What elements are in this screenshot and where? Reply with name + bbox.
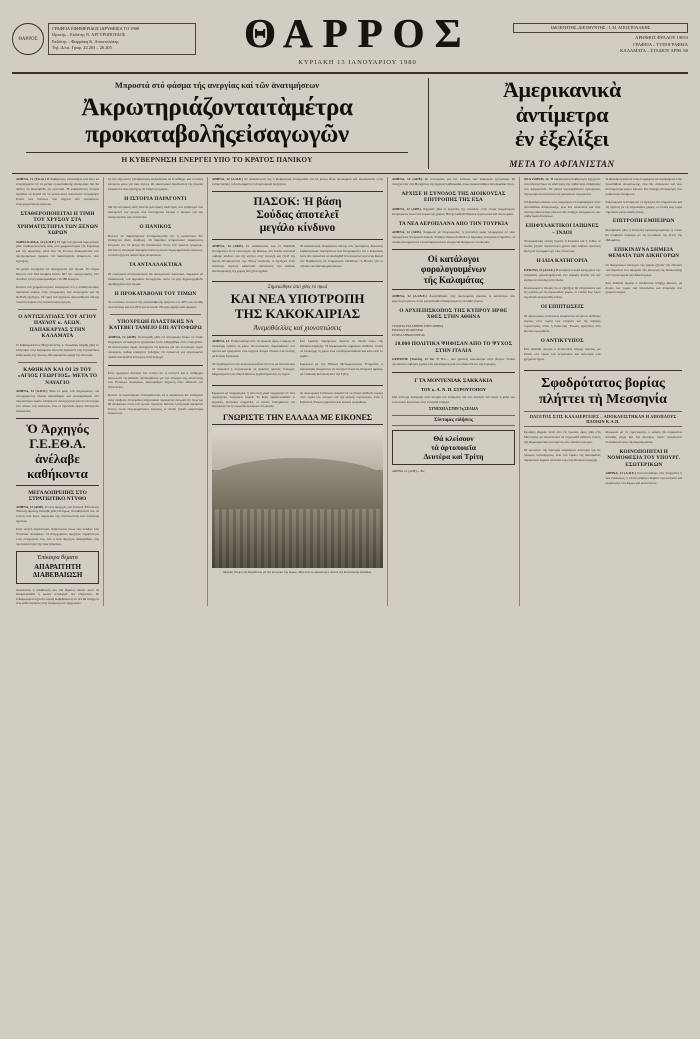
topical-box bbox=[16, 551, 99, 584]
col1-story-3 bbox=[16, 389, 99, 414]
photo-feature-title: ΓΝΩΡΙΣΤΕ ΤΗΝ ΕΛΛΑΔΑ ΜΕ ΕΙΚΟΝΕΣ bbox=[212, 413, 383, 425]
weather-text-2: Τά προβλήματα στήν κυκλοφορία ἦταν ἔντονα, μέ ἀποτέλεσμα νά διακοπεῖ ἡ συγκοινωνία σέ ἀρκετές ὀρεινές περιοχές. Μηχανήματα τοῦ ὁδικοῦ δικτύου ἐργάστηκαν ὅλη τή νύχτα. bbox=[212, 361, 295, 376]
col2-lead bbox=[108, 177, 203, 192]
masthead-center bbox=[202, 9, 513, 66]
pasok-headline-line2: Σούδας ἀποτελεῖ bbox=[256, 208, 339, 221]
weather-kicker: Σημειώθηκε ἀπό χθές τό πρωΐ bbox=[267, 285, 328, 291]
secondary-headline-line2: ἀντίμετρα bbox=[515, 101, 609, 127]
address-line: ΚΑΛΑΜΑΤΑ – ΣΤΑΔΙΟΥ ΑΡΙΘ. 60 bbox=[620, 48, 688, 54]
col4-subhead-1: ΑΡΧΙΣΕ Η ΣΥΝΟΔΟΣ ΤΗΣ ΔΙΟΙΚΟΥΣΑΣ ΕΠΙΤΡΟΠΗΣ ΤΗΣ ΕΣΑ bbox=[401, 190, 506, 204]
sakkakia-subhead-2: ΤΟΥ κ. Α. Ν. Π. ΣΤΡΟΥΤΟΠΟΥ bbox=[420, 387, 487, 393]
masthead-left-line: Ιδρυτής – Εκδότης Ν. ΑΡΓΥΡΟΠΟΥΛΟΣ bbox=[52, 32, 126, 38]
col5-s7: Συνεδρίασε χθές ἡ ἐπιτροπή ἐμπειρογνωμόνων, ἡ ὁποία θά ὑποβάλει πόρισμα μέ τίς προτάσεις της ἐντός τῆς ἑβδομάδος. bbox=[605, 227, 682, 242]
col4-s5 bbox=[392, 357, 515, 367]
col5-left bbox=[524, 177, 601, 365]
messinia-headline bbox=[524, 376, 682, 408]
lead-headline-line2: προκαταβολῆςεἰσαγωγῶν bbox=[85, 121, 349, 148]
col1-subhead-2: Ο ΑΝΤΙΣΕΛΤΙΔΕΣ ΤΟΥ ΑΓΙΟΥ ΠΑΥΛΟΥ κ. ΛΕΩΝ. ΠΑΠΑΚΑΡΥΑΣ ΣΤΗΝ ΚΑΛΑΜΑΤΑ bbox=[18, 313, 97, 340]
col4-small-1: ΤΡΙΑΝΤΑ ΣΥΛΛΗΨΕΙΣ ΣΤΗΝ ΑΘΗΝΑ bbox=[392, 323, 444, 328]
dateline: ΑΘΗΝΑ, 12 (Α.Π.Ε.) bbox=[212, 176, 243, 181]
publisher-box: ΙΔΙΟΚΤΗΤΗΣ–ΔΙΕΥΘΥΝΤΗΣ : Ι. Μ. ΑΠΟΣΤΟΛΑΚΗΣ bbox=[513, 23, 688, 33]
weather-subhead: Ἀνεμοθύελλες καί χιονοπτώσεις bbox=[253, 324, 342, 333]
divider bbox=[18, 309, 97, 310]
messinia-col-left bbox=[524, 430, 601, 489]
top-headline-band bbox=[12, 74, 688, 174]
col4-s1 bbox=[392, 177, 515, 187]
dateline: ΑΘΗΝΑ, 12. bbox=[212, 339, 230, 344]
pasok-col-right bbox=[300, 244, 383, 277]
dateline: ΟΡΙΤΣΙΝΕ (Ἰταλία), 12 Ἰα. bbox=[392, 357, 435, 362]
photo-hill bbox=[212, 458, 383, 514]
col1-story-1 bbox=[16, 240, 99, 305]
pasok-text-left: Σέ ἀνακοίνωσή του τό ΠΑΣΟΚ ἐπισημαίνει ὅτι ἡ λειτουργία τῆς βάσεως στή Σούδα ἀποτελεῖ σοβαρό κίνδυνο γιά τήν εἰρήνη στήν περιοχή καί ζητεῖ τήν ἄμεση ἀπομάκρυνσή της. Ὅπως τονίζεται, οἱ ἐξελίξεις στήν εὐρύτερη περιοχή καθιστοῦν ἐπιτακτική τήν ἀνάγκη ἀποδέσμευσης τῆς χώρας ἀπό ξένα σχέδια. bbox=[212, 244, 295, 274]
newspaper-title: ΘΑΡΡΟΣ bbox=[243, 9, 472, 56]
bakeries-text: ΑΘΗΝΑ 12. (ΑΠΕ).—Εἰς bbox=[392, 469, 425, 474]
pasok-headline bbox=[212, 191, 383, 241]
col2-subhead-1: Η ΙΣΤΟΡΙΑ ΠΑΡΑΓΟΝΤΙ bbox=[124, 195, 187, 202]
col5-s4: Κυκλοφορεῖ ἡ ἄποψη ὅτι οἱ ἐξελίξεις θά ἐπηρεάσουν καί τίς σχέσεις μέ τίς εὐρωπαϊκές χῶρες, οἱ ὁποῖες ἕως τώρα τηροῦσαν μετριοπαθῆ στάση. bbox=[524, 285, 601, 300]
masthead bbox=[12, 10, 688, 74]
col5-s2: Ἐπιφυλακτική στάση τηροῦν ἡ Ἰαπωνία καί ἡ Ἰνδία, οἱ ὁποῖες ζητοῦν περισσότερο χρόνο πρίν λάβουν ὁριστική θέση γιά τή συμμετοχή τους στά μέτρα. bbox=[524, 239, 601, 254]
issue-number: ΑΡΙΘΜΟΣ ΦΥΛΛΟΥ 19033 bbox=[635, 34, 688, 40]
dateline: ΑΘΗΝΑ, 12 (ΑΠΕ). bbox=[392, 176, 423, 181]
lead-headline-line1: Ἀκρωτηριάζονταιτὰμέτρα bbox=[81, 94, 353, 121]
feature-photo bbox=[212, 428, 383, 568]
masthead-left-line: Εκδότης – Φαρμάκη Κ. Αποστολάκης bbox=[52, 38, 119, 44]
dateline: ΑΘΗΝΑ, 12 (ΑΠΕ). bbox=[16, 504, 44, 509]
issue-date: ΚΥΡΙΑΚΗ 13 ΙΑΝΟΥΑΡΙΟΥ 1980 bbox=[298, 58, 417, 66]
col2-p5-wrap bbox=[108, 335, 203, 360]
bakeries-line2: τά ἀρτοποιεῖα bbox=[431, 443, 476, 453]
photo-foreground bbox=[212, 509, 383, 568]
newspaper-seal-icon bbox=[12, 23, 44, 55]
photo-caption: Μερική ἄποψη τῆς Καρδίτσας μέ τόν κεντρικό της δρόμο. Μία ἀπό τίς ὡραιότερες πόλεις τῆς θεσσαλικῆς πεδιάδος. bbox=[223, 569, 372, 574]
col1-p5: Ὅλα τά μέλη τοῦ πληρώματος τοῦ ναυαγήσαντος πλοίου διασώθηκαν καί μεταφέρθηκαν στό πλησιέστερο λιμάνι. Οἱ ἔρευνες συνεχίζονται γιά τόν ἐντοπισμό τῶν αἰτίων τοῦ ναυαγίου, ἐνῶ οἱ λιμενικές ἀρχές διενεργοῦν ἀνακρίσεις. bbox=[16, 389, 100, 413]
dateline: ΑΘΗΝΑ, 12 (Α.Π.Ε.) bbox=[605, 471, 637, 476]
weather-headline-line2: ΤΗΣ ΚΑΚΟΚΑΙΡΙΑΣ bbox=[234, 305, 361, 321]
messinia-col-right bbox=[606, 430, 683, 489]
dateline: ΑΘΗΝΑ, 12 (ΑΠΕ). bbox=[108, 334, 137, 339]
bakeries-box-title bbox=[396, 434, 511, 461]
topical-box-text: Ἀναμένεται ἡ διευθέτηση καί τοῦ θέματος αὐτοῦ, ὥστε νά ἀποκατασταθεῖ ἡ ὁμαλή λειτουργία τῶν ὑπηρεσιῶν. Οἱ ἐνδιαφερόμενοι ζητοῦν σαφεῖς διαβεβαιώσεις ὅτι δέν θά ὑπάρξουν νέες καθυστερήσεις στήν ἐφαρμογή τῶν ἐξαγγελιῶν. bbox=[16, 587, 99, 606]
col2-p2: Πολλοί τά παρατήρησαν ἐπισημαίνοντας ὅτι ἡ κατάσταση δέν ἐπιδέχεται ἄλλη ἀναβολή. Οἱ ἁρμόδιοι ὑπηρεσιακοί παράγοντες ἐκτιμοῦν ὅτι τά μέτρα θά ἀποδώσουν ἐντός τοῦ πρώτου τριμήνου. Ὡστόσο ἡ ἀνησυχία παραμένει ἔντονη στούς ἐπιχειρηματικούς κύκλους, οἱ ὁποῖοι ζητοῦν σαφέστερες δεσμεύσεις. bbox=[108, 233, 203, 258]
col5-s8: Οἱ δικηγορικοί σύλλογοι τῆς χώρας ζητοῦν τήν ἐπίλυση τῶν θεμάτων πού ἀφοροῦν τήν ἀπονομή τῆς δικαιοσύνης καί τή λειτουργία τῶν δικαστηρίων. bbox=[605, 262, 682, 277]
chief-headline-text bbox=[16, 422, 99, 482]
offices-line: ΓΡΑΦΕΙΑ – ΤΥΠΟΓΡΑΦΕΙΑ bbox=[633, 41, 688, 47]
dateline: ΠΕΚΙΝΟ, 12 (Α.Π.Ε.) bbox=[524, 267, 555, 272]
col2-subhead-5: ΥΠΟΧΡΕΩΗ ΠΛΑΣΤΙΚΗΣ ΝΑ ΚΑΤΕΒΕΙ ΤΑΜΕΙΟ ΕΠΙ ΑΥΤΟΦΩΡΩ bbox=[109, 318, 202, 332]
col5-right-2: Κυκλοφορεῖ ἡ ἄποψη ὅτι οἱ ἐξελίξεις θά ἐπηρεάσουν καί τίς σχέσεις μέ τίς εὐρωπαϊκές χῶρες, οἱ ὁποῖες ἕως τώρα τηροῦσαν μετριοπαθῆ στάση. bbox=[605, 199, 682, 214]
chief-of-staff-headline bbox=[16, 418, 99, 486]
col5-subhead-1: ΕΠΙΦΥΛΑΚΤΙΚΟΙ ΙΑΠΩΝΕΣ – ΙΝΔΟΙ bbox=[525, 223, 599, 236]
col2-p5: Συνελήφθη χθές ἐπ' αὐτοφώρῳ ἄτομο τό ὁποῖο ἐπιχείρησε νά ἀφαιρέσει χρηματικό ποσό. Ὁδηγήθηκε στόν εἰσαγγελέα. Οἱ ἀστυνομικές ἀρχές συνεχίζουν τίς ἔρευνες γιά τόν ἐντοπισμό τυχόν συνεργῶν, καθώς ὑπάρχουν ἐνδείξεις ὅτι πρόκειται γιά ὀργανωμένη ὁμάδα πού δροῦσε ἐπί μῆνες στήν περιοχή. bbox=[108, 334, 204, 359]
pasok-headline-line3: μεγάλο κίνδυνο bbox=[259, 222, 336, 235]
weather-body bbox=[212, 339, 383, 380]
col4-s2-text: Ἄρχισαν χθές οἱ ἐργασίες τῆς συνόδου, στήν ὁποία συμμετέχουν ἐκπρόσωποι ὅλων τῶν νομῶν τῆς χώρας. Θά ἐξετασθοῦν θέματα ὀργανωτικά καί οἰκονομικά. bbox=[392, 206, 515, 216]
messinia-headline-line1: Σφοδρότατος βορίας bbox=[541, 375, 665, 391]
column-4 bbox=[388, 177, 520, 606]
col1-subhead-3: ΚΑΘΗΚΑΝ ΚΑΙ ΟΙ 29 ΤΟΥ «ΑΓΙΟΣ ΓΕΩΡΓΙΟΣ» ΜΕΤΑ ΤΟ ΝΑΥΑΓΙΟ bbox=[17, 366, 98, 386]
weather-text-3: Στά λιμάνια παρέμειναν δεμένα τά πλοῖα λόγω τῆς θαλασσοταραχῆς. Ἡ θερμοκρασία σημείωσε αἰσθητή πτώση σέ ὁλόκληρη τή χώρα, ἐνῶ στά βόρεια ἔφθασε καί κάτω ἀπό τό μηδέν. bbox=[300, 339, 383, 358]
column-2 bbox=[104, 177, 208, 606]
col5-s6: Στίς διεθνεῖς ἀγορές ὁ ἀντίκτυπος ὑπῆρξε ἄμεσος, μέ ἄνοδο τῶν τιμῶν τοῦ πετρελαίου καί ἀνησυχία στά χρηματιστήρια. bbox=[524, 347, 601, 361]
col2-p4: Τό συνολικό ποσοστό τῆς προκαταβολῆς ὁρίζεται στό 40% γιά τά εἴδη πολυτελείας καί στό 20% γιά τά λοιπά. Ἡ ἰσχύς ἀρχίζει ἀπό σήμερα. bbox=[108, 300, 203, 309]
col2-p2-wrap bbox=[108, 234, 203, 259]
dateline: ΑΘΗΝΑ, 12 (ΑΠΕ). bbox=[392, 230, 422, 235]
masthead-right-lines bbox=[620, 35, 688, 56]
col1-lead-text: Η Κυβέρνηση έπαναφέρει καί πάλι κό επιχειρήματα ότι τά μέτρα προκαταβολῆς εἰσαγωγῶν δέν θά πρέπει νά θεωρηθοῦν ὡς ὁριστικά. Ἡ κυβερνητική πλευρά ἀρνεῖται νά δεχθεῖ ὅτι τά μέτρα αὐτά ἀποτελοῦν ὑποχώρηση ἔναντι τῶν πιέσεων πού δέχεται ἀπό ὁρισμένους ἐπιχειρηματικούς κύκλους. bbox=[16, 176, 99, 206]
col4-small-2: ΕΠΑΝΑ ΣΤΟ ΔΟΥΛΕΙΟ bbox=[392, 328, 424, 333]
col4-s2 bbox=[392, 207, 515, 217]
topical-box-kicker: Ἐπίκαιρα θέματα bbox=[37, 555, 78, 561]
dateline: ΑΘΗΝΑ, 12 (Α.Π.Ε.) bbox=[16, 389, 48, 394]
secondary-headline-line3: ἐν ἐξελίξει bbox=[515, 126, 609, 152]
col5-subhead-2: Η ΙΔΙΑ ΚΑΤΗΓΟΡΙΑ bbox=[536, 258, 588, 265]
col5-s3: Ἡ κινεζική πλευρά κατήγγειλε τήν ἐπέμβαση, χαρακτηρίζοντάς την σοβαρή ἀπειλή γιά τήν εἰρήνη σέ ὁλόκληρη τήν Ἀσία. bbox=[524, 267, 601, 282]
interior-ministry-subhead: ΚΟΙΝΟΠΟΙΗΤΑΙ Η ΝΟΜΟΘΕΣΙΑ ΤΟΥ ΥΠΟΥΡΓ. ΕΣΩΤΕΡΙΚΩΝ bbox=[607, 448, 681, 468]
chief-extra-text: Πολλοί τά παρατήρησαν ἐπισημαίνοντας ὅτι ἡ κατάσταση δέν ἐπιδέχεται ἄλλη ἀναβολή. Οἱ ἁρμόδιοι ὑπηρεσιακοί παράγοντες ἐκτιμοῦν ὅτι τά μέτρα θά ἀποδώσουν ἐντός τοῦ πρώτου τριμήνου. Ὡστόσο ἡ ἀνησυχία παραμένει ἔντονη στούς ἐπιχειρηματικούς κύκλους, οἱ ὁποῖοι ζητοῦν σαφέστερες δεσμεύσεις. bbox=[108, 393, 203, 416]
chief-col2-text bbox=[108, 371, 203, 391]
col4-s4-text: Ἀναρτήθηκαν στίς οἰκονομικές ἐφορίες οἱ κατάλογοι τῶν φορολογουμένων, ὅπου μπορεῖ κάθε ἐνδιαφερόμενος νά λάβει γνώση. bbox=[392, 293, 515, 303]
messinia-text-2: Οἱ γεωπόνοι τῆς περιοχῆς ἐκφράζουν ἀνησυχία γιά τίς πρώιμες καλλιέργειες, ἐνῶ στό λιμάνι τῆς Καλαμάτας παρέμειναν δεμένα τά πλοῖα λόγω τῆς θαλασσοταραχῆς. bbox=[524, 447, 601, 462]
taxpayer-headline-line2: φορολογουμένων bbox=[420, 264, 487, 275]
sakkakia-text: Μιά σύντομη ἀναδρομή στήν ἱστορία τοῦ ἐνδύματος καί στίς ἀλλαγές πού ἔφερε ἡ μόδα τῶν τελευταίων δεκαετιῶν στήν ἑλληνική ἐπαρχία. bbox=[392, 395, 515, 404]
col4-subhead-2: ΤΑ ΝΕΑ ΑΕΡΟΠΛΑΝΑ ΑΠΟ ΤΗΝ ΤΟΥΡΚΙΑ bbox=[398, 220, 509, 227]
dateline: ΧΩΡΙΣ ΚΛΙΚΑ, 12 (Α.Π.Ε.) bbox=[16, 239, 57, 244]
dateline: ΑΘΗΝΑ, 12 (ΤΑ.Δι.) bbox=[16, 176, 46, 181]
sakkakia-subhead-1: Γ ΤΑ ΜΟΝΤΕΝΙΑΚ ΣΑΚΚΑΚΙΑ bbox=[414, 378, 493, 385]
col5-lead-2: Ὁ Πρόεδρος κάλεσε τούς συμμάχους νά συμπράξουν στήν προσπάθεια ἀπομόνωσης, ἐνῶ δέν ἀπέκλεισε καί νέα, αὐστηρότερα μέτρα ἐφόσον δέν ὑπάρξει ἀποχώρηση τῶν σοβιετικῶν δυνάμεων. bbox=[524, 199, 601, 219]
messinia-body bbox=[524, 430, 682, 489]
lead-kicker: Μπροστά στό φάσμα τής ανεργίας καί τῶν ἀνατιμήσεων bbox=[114, 80, 320, 90]
col2-subhead-2: Ο ΠΑΝΙΚΟΣ bbox=[139, 224, 172, 230]
masthead-left bbox=[12, 23, 202, 55]
col1-subhead-1: ΣΤΑΘΕΡΟΠΟΙΕΙΤΑΙ Η ΤΙΜΗ ΤΟΥ ΧΡΥΣΟΥ ΣΤΑ ΧΡΗΜΑΤΙΣΤΗΡΙΑ ΤΩΝ ΞΕΝΩΝ ΧΩΡΩΝ bbox=[16, 210, 99, 236]
col2-subhead-3: ΤΑ ΑΝΤΑΛΛΑΚΤΙΚΑ bbox=[128, 262, 183, 269]
interior-ministry-text: Κοινοποιήθηκε στίς ὑπηρεσίες ἡ νέα ἐγκύκλιος, ἡ ὁποία ρυθμίζει θέματα προσωπικοῦ καί ὀργάνωσης τῶν δήμων καί κοινοτήτων. bbox=[605, 471, 683, 486]
masthead-left-line: ΓΡΑΦΕΙΑ ΕΦΗΜΕΡΙΔΟΣ ΙΔΡΥΘΕΙΣΑ ΤΟ 1900 bbox=[52, 26, 140, 31]
brief-news-header: Σύντομες εἰδήσεις bbox=[392, 415, 515, 426]
col4-s1-text: Οἱ συνομιλίες γιά τήν ἐπίλυση τῶν ἐκκρεμῶν ζητημάτων θά συνεχιστοῦν στίς Βρυξέλλες τήν ἐρχόμενη ἑβδομάδα, ὅπως ἀνακοινώθηκε ἀπό ἁρμόδια πηγή. bbox=[392, 176, 515, 186]
col2-subhead-4: Η ΠΡΟΚΑΤΑΒΟΛΗ ΤΟΥ ΤΙΜΩΝ bbox=[114, 290, 197, 297]
col3-top-text: Σέ ἀνακοίνωσή της ἡ Κυβέρνηση ἐπισημαίνει ὅτι τά μέτρα εἶναι προσωρινά καί ἀποσκοποῦν στήν ἀντιμετώπιση τοῦ ἐλλείμματος τοῦ ἐμπορικοῦ ἰσοζυγίου. bbox=[212, 176, 383, 186]
main-columns bbox=[12, 177, 688, 606]
weather-col-right bbox=[300, 339, 383, 380]
pasok-headline-text bbox=[214, 196, 381, 236]
col5-subhead-3: ΟΙ ΕΠΙΠΤΩΣΕΙΣ bbox=[540, 304, 584, 311]
col3-filler bbox=[212, 391, 383, 409]
col5-right bbox=[606, 177, 683, 365]
dateline: ΑΘΗΝΑ, 12 (ΑΠΕ). bbox=[392, 206, 422, 211]
lead-headline bbox=[12, 94, 422, 148]
column-3 bbox=[208, 177, 388, 606]
continuation-note: ΣΥΝΕΧΕΙΑ ΣΤΗΝ 7η ΣΕΛΙΔΑ bbox=[429, 407, 478, 412]
col1-p1: Ἡ τιμή τοῦ χρυσοῦ παρουσίασε χθές σταθεροποιητική τάση στά χρηματιστήρια τῆς Εὐρώπης καί τῆς Ἀμερικῆς, μετά ἀπό τίς ἔντονες διακυμάνσεις τῶν προηγούμενων ἡμερῶν. Οἱ παρατηρητές ἀναμένουν νέες ἐξελίξεις. bbox=[16, 239, 99, 264]
taxpayer-headline-line1: Οἱ κατάλογοι bbox=[427, 253, 480, 264]
col5-subhead-5: ΕΠΙΤΡΟΠΗ ΕΜΠΕΙΡΩΝ bbox=[612, 218, 675, 225]
col1-story-2 bbox=[16, 343, 99, 358]
pasok-text-right: Ἡ ἀνακοίνωση ἀναφέρεται ἐπίσης στίς πρόσφατες δηλώσεις κυβερνητικῶν παραγόντων καί ὑπογραμμίζει ὅτι ὁ ἑλληνικός λαός δέν πρόκειται νά ἀποδεχθεῖ τετελεσμένα γεγονότα. Καλεῖ τήν Κυβέρνηση νά ἐνημερώσει ὑπεύθυνα τή Βουλή γιά τό σύνολο τῶν διαπραγματεύσεων. bbox=[300, 244, 383, 269]
pasok-col-left bbox=[212, 244, 295, 277]
secondary-subhead: ΜΕΤΑ ΤΟ ΑΦΓΑΝΙΣΤΑΝ bbox=[509, 158, 615, 169]
divider bbox=[108, 365, 203, 366]
col2-p3: Οἱ εἰσαγωγές ἀνταλλακτικῶν θά συνεχιστοῦν κανονικά, σύμφωνα μέ ἀνακοίνωση τοῦ ἁρμόδιου ὑπουργείου, ὥστε νά μήν δημιουργηθοῦν προβλήματα στήν ἀγορά. bbox=[108, 271, 203, 286]
chief-deck: ΜΕΓΑΛΟΠΡΕΠΗΣ ΣΤΟ ΣΤΡΑΤΙΩΤΙΚΟ ΝΤΥΘΟ bbox=[28, 489, 87, 502]
col2-lead-text: τά τήν τάξη αὐτή ἡ Κυβέρνηση ἀναγκάζεται νά θ' ἀνθέξει, καί οἱ πύλες ἄνοιγουν μόνο γιά τούς λίγους. Οἱ οἰκονομικοί παράγοντες τῆς ἀγοράς ἀναμένουν νέες ἐξελίξεις τίς ἑπόμενες ἡμέρες. bbox=[108, 176, 203, 191]
col4-small-3: ΣΥΝΕΛΛΗΝΩΝ ΙΕΡΕΑΣ bbox=[392, 332, 425, 337]
weather-text-1: Ἐπιδεινώθηκε ἀπό τίς πρωινές ὧρες ὁ καιρός σέ ὁλόκληρη σχεδόν τή χώρα. Χιονοπτώσεις σημειώθηκαν στά ὀρεινά καί ἡμιορεινά, ἐνῶ ἰσχυροί ἄνεμοι ἔπνεαν στά πελάγη μέ ἔνταση 8 μποφόρ. bbox=[212, 339, 295, 358]
weather-headline-line1: ΚΑΙ ΝΕΑ ΥΠΟΤΡΟΠΗ bbox=[230, 291, 365, 307]
col3-filler-right: Οἱ οἰκονομικές ἐπιπτώσεις ἀναμένεται νά γίνουν αἰσθητές κυρίως στόν τομέα τῶν σιτηρῶν καί τῆς ὑψηλῆς τεχνολογίας, ὅπου ἡ Σοβιετική Ἕνωση ἐξαρτᾶται ἀπό δυτικές προμήθειες. bbox=[300, 390, 383, 404]
divider bbox=[212, 385, 383, 386]
bakeries-line3: Δευτέρα καί Τρίτη bbox=[423, 452, 484, 462]
chief-text-2: Στήν τελετή παρέστησαν ἐκπρόσωποι ὅλων τῶν κλάδων τῶν Ἐνόπλων Δυνάμεων. Ὁ ἀπερχόμενος Ἀρχηγός εὐχαρίστησε τούς συνεργάτες του, ἐνῶ ὁ νέος Ἀρχηγός ἀναφέρθηκε στίς προτεραιότητες τῆς νέας περιόδου. bbox=[16, 527, 99, 547]
column-1 bbox=[12, 177, 104, 606]
secondary-headline bbox=[436, 78, 688, 152]
taxpayer-list-headline bbox=[392, 249, 515, 290]
col4-subhead-4: 10.000 ΠΟΛΙΤΙΚΑ ΨΗΦΙΣΑΝ ΑΠΟ ΤΟ ΨΥΧΟΣ ΣΤΗΝ ΙΤΑΛΙΑ bbox=[394, 341, 513, 354]
chief-headline-line2: ἀνέλαβε καθήκοντα bbox=[27, 450, 88, 481]
dateline: ΑΘΗΝΑ, 12 (Α.Ι.Β.Ε.) bbox=[392, 293, 427, 298]
col2-p4-wrap bbox=[108, 300, 203, 310]
taxpayer-headline-line3: τῆς Καλαμάτας bbox=[423, 274, 484, 285]
chief-story bbox=[16, 505, 99, 548]
col5-right-3: Στίς διεθνεῖς ἀγορές ὁ ἀντίκτυπος ὑπῆρξε ἄμεσος, μέ ἄνοδο τῶν τιμῶν τοῦ πετρελαίου καί ἀνησυχία στά χρηματιστήρια. bbox=[605, 280, 682, 295]
masthead-left-line: Τηλ. Δ/νσ. Γραφ. 22.263 – 26.205 bbox=[52, 45, 112, 51]
divider bbox=[392, 372, 515, 373]
bakeries-box bbox=[392, 430, 515, 465]
col5-subhead-4: Ο ΑΝΤΙΚΤΥΠΟΣ bbox=[540, 337, 584, 344]
weather-headline-text bbox=[212, 292, 383, 321]
col2-p1: Μέ τήν ἀπόφαση αὐτή δίνεται μιά πρώτη ἀπάντηση στό πρόβλημα πού ἀπασχολεῖ τήν ἀγορά, ἐνῶ ταυτόχρονα ἀνοίγει ὁ δρόμος γιά τήν ἀντιμετώπιση τῶν συνεπειῶν. bbox=[108, 205, 203, 220]
col1-p3: Κύκλοι τοῦ χρηματιστηρίου ἀναφέρουν ὅτι ἡ σταθεροποίηση ὀφείλεται κυρίως στήν ὑποχώρηση τῶν ἀνησυχιῶν γιά τίς διεθνεῖς ἐξελίξεις. Οἱ τιμές τοῦ ἀργύρου ἀκολούθησαν ἐπίσης πτωτική πορεία στίς περισσότερες ἀγορές. bbox=[16, 285, 99, 304]
col4-s4 bbox=[392, 294, 515, 304]
col2-p1-wrap bbox=[108, 205, 203, 220]
seal-text: ΘΑΡΡΟΣ bbox=[18, 36, 38, 42]
divider bbox=[110, 314, 201, 315]
messinia-deck: ΠΑΓΕΤΟΣ ΣΤΙΣ ΚΑΛΛΙΕΡΓΕΙΕΣ – ΑΠΟΚΛΕΙΣΤΗΚΑΝ Η ΑΠΟΠΛΟΥΣ ΠΛΟΙΩΝ Κ.Α.Π. bbox=[524, 411, 682, 427]
col5-top-split bbox=[524, 177, 682, 365]
col5-right-1: Ὁ Πρόεδρος κάλεσε τούς συμμάχους νά συμπράξουν στήν προσπάθεια ἀπομόνωσης, ἐνῶ δέν ἀπέκλεισε καί νέα, αὐστηρότερα μέτρα ἐφόσον δέν ὑπάρξει ἀποχώρηση τῶν σοβιετικῶν δυνάμεων. bbox=[605, 176, 682, 196]
divider bbox=[524, 370, 682, 371]
taxpayer-headline-text bbox=[394, 254, 513, 285]
col4-s3 bbox=[392, 230, 515, 245]
col4-s5-text: Ἡ Β.Ι.— ἀπό χθεσινή κακοκαιρία στήν βόρειο Ἰταλία προκάλεσε σοβαρές ζημιές στίς καλλιέργειες καί στό ὁδικό δίκτυο τῆς περιοχῆς. bbox=[392, 357, 515, 367]
col5-subhead-6: ΕΠΙΚΙΝΔΥΝΑ ΣΗΜΕΙΑ ΘΕΜΑΤΑ ΤΩΝ ΔΙΚΗΓΟΡΩΝ bbox=[608, 246, 680, 260]
messinia-headline-line2: πλήττει τὴ Μεσσηνία bbox=[539, 391, 667, 407]
col5-s5: Οἱ οἰκονομικές ἐπιπτώσεις ἀναμένεται νά γίνουν αἰσθητές κυρίως στόν τομέα τῶν σιτηρῶν καί τῆς ὑψηλῆς τεχνολογίας, ὅπου ἡ Σοβιετική Ἕνωση ἐξαρτᾶται ἀπό δυτικές προμήθειες. bbox=[524, 313, 601, 333]
chief-text-3: Στήν ἡμερήσια διαταγή του τονίζει ὅτι ἡ ἑνότητα καί ἡ πειθαρχία ἀποτελοῦν τίς βασικές προϋποθέσεις γιά τήν ἐπιτυχία τῆς ἀποστολῆς τῶν Ἐνόπλων Δυνάμεων. Ἀκολούθησε δεξίωση στήν αἴθουσα τοῦ Ἐπιτελείου. bbox=[108, 370, 203, 390]
secondary-headline-line1: Ἀμερικανικὰ bbox=[502, 77, 622, 102]
weather-text-4: Σύμφωνα μέ τήν Ἐθνική Μετεωρολογική Ὑπηρεσία, ἡ κακοκαιρία ἀναμένεται νά συνεχιστεῖ καί τίς ἑπόμενες ἡμέρες, μέ σταδιακή βελτίωση ἀπό τήν Τρίτη. bbox=[300, 361, 383, 376]
pasok-headline-line1: ΠΑΣΟΚ: Ἡ βάση bbox=[253, 195, 342, 208]
col3-filler-left: Σύμφωνα μέ πληροφορίες, ἡ γειτονική χώρα προχώρησε σέ νέες παραγγελίες πολεμικοῦ ὑλικοῦ. Τό θέμα παρακολουθοῦν οἱ ἁρμόδιες ἑλληνικές ὑπηρεσίες, οἱ ὁποῖες ἐπισημαίνουν ὅτι διαταράσσεται ἡ ἰσορροπία δυνάμεων στό Αἰγαῖο. bbox=[212, 390, 295, 409]
chief-text-1: Ὁ νέος Ἀρχηγός τοῦ Γενικοῦ Ἐπιτελείου Ἐθνικῆς Ἀμύνης ἀνέλαβε χθές ἐπισήμως τά καθήκοντά του, σέ τελετή πού ἔγινε παρουσία τῆς στρατιωτικῆς καί πολιτικῆς ἡγεσίας. bbox=[16, 504, 99, 524]
col3-top bbox=[212, 177, 383, 187]
topical-box-title: ΑΠΑΡΑΙΤΗΤΗ ΔΙΑΒΕΒΑΙΩΣΗ bbox=[32, 563, 83, 580]
weather-headline bbox=[212, 281, 383, 336]
dateline: ΑΘΗΝΑ, 12 (ΑΠΕ). bbox=[212, 244, 244, 249]
divider bbox=[18, 362, 97, 363]
col4-subhead-3: Ο ΑΡΧΙΕΠΙΣΚΟΠΟΣ ΤΗΣ ΚΥΠΡΟΥ ΗΡΘΕ ΧΘΕΣ ΣΤΗΝ ΑΘΗΝΑ bbox=[399, 307, 508, 321]
col2-p3-wrap bbox=[108, 272, 203, 287]
col1-p2: Τά μέτρα συνέχισαν νά ἀπασχολοῦν τήν ἀγορά. Ἡ οὐγγιά ἔκλεισε στά 594 δολάρια ἔναντι 607 τήν προηγουμένη. Στό Λονδίνο ἡ τιμή διαμορφώθηκε στά 588 δολάρια. bbox=[16, 267, 99, 282]
pasok-body bbox=[212, 244, 383, 277]
masthead-left-box bbox=[48, 23, 196, 55]
col1-lead bbox=[16, 177, 99, 207]
messinia-text-1: Σφοδρός βορράς πνέει ἀπό τίς πρωινές ὧρες χθές στή Μεσσηνία, μέ ἀποτέλεσμα νά σημειωθεῖ αἰσθητή πτώση τῆς θερμοκρασίας καί παγετός στίς πεδινές περιοχές. bbox=[524, 430, 601, 444]
lead-story-head bbox=[12, 78, 429, 169]
messinia-text-3: Σύμφωνα μέ τίς προγνώσεις, ὁ καιρός θά παραμείνει ἀσταθής μέχρι καί τήν Δευτέρα, ὁπότε ἀναμένεται σταδιακή ἄνοδος τῆς θερμοκρασίας. bbox=[605, 430, 682, 444]
col4-s3-text: Σύμφωνα μέ πληροφορίες, ἡ γειτονική χώρα προχώρησε σέ νέες παραγγελίες πολεμικοῦ ὑλικοῦ. Τό θέμα παρακολουθοῦν οἱ ἁρμόδιες ἑλληνικές ὑπηρεσίες, οἱ ὁποῖες ἐπισημαίνουν ὅτι διαταράσσεται ἡ ἰσορροπία δυνάμεων στό Αἰγαῖο. bbox=[392, 230, 515, 244]
lead-deck: Η ΚΥΒΕΡΝΗΣΗ ΕΝΕΡΓΕΙ ΥΠΟ ΤΟ ΚΡΑΤΟΣ ΠΑΝΙΚΟΥ bbox=[121, 156, 313, 164]
dateline: ΝΕΑ ΥΟΡΚΗ, 12. bbox=[524, 176, 550, 181]
column-5 bbox=[520, 177, 686, 606]
weather-col-left bbox=[212, 339, 295, 380]
secondary-story-head bbox=[429, 78, 688, 169]
photo-feature bbox=[212, 413, 383, 574]
bakeries-line1: Θά κλείσουν bbox=[433, 434, 474, 444]
masthead-right bbox=[513, 23, 688, 56]
chief-headline-line1: Ὁ Ἀρχηγός Γ.Ε.ΕΘ.Α. bbox=[26, 420, 89, 451]
col1-p4: Ὁ Σεβασμιώτατος Μητροπολίτης κ. Λεωνίδας ἀφίχθη χθές τό ἀπόγευμα στήν Καλαμάτα ὅπου θά παραστεῖ στίς ἑορταστικές ἐκδηλώσεις τῆς πόλεως. Θά παραμείνει μέχρι τήν Δευτέρα. bbox=[16, 342, 99, 357]
headline-divider bbox=[26, 152, 408, 153]
col5-lead-text: Ἡ ἀμερικανική Κυβέρνηση ἐξήγγειλε νέα σειρά μέτρων σέ ἀπάντηση τῆς σοβιετικῆς ἐπέμβασης στό Ἀφγανιστάν. Τά μέτρα περιλαμβάνουν ἐμπορικούς περιορισμούς καί ἀναστολή ὁρισμένων συμφωνιῶν. bbox=[524, 176, 601, 196]
